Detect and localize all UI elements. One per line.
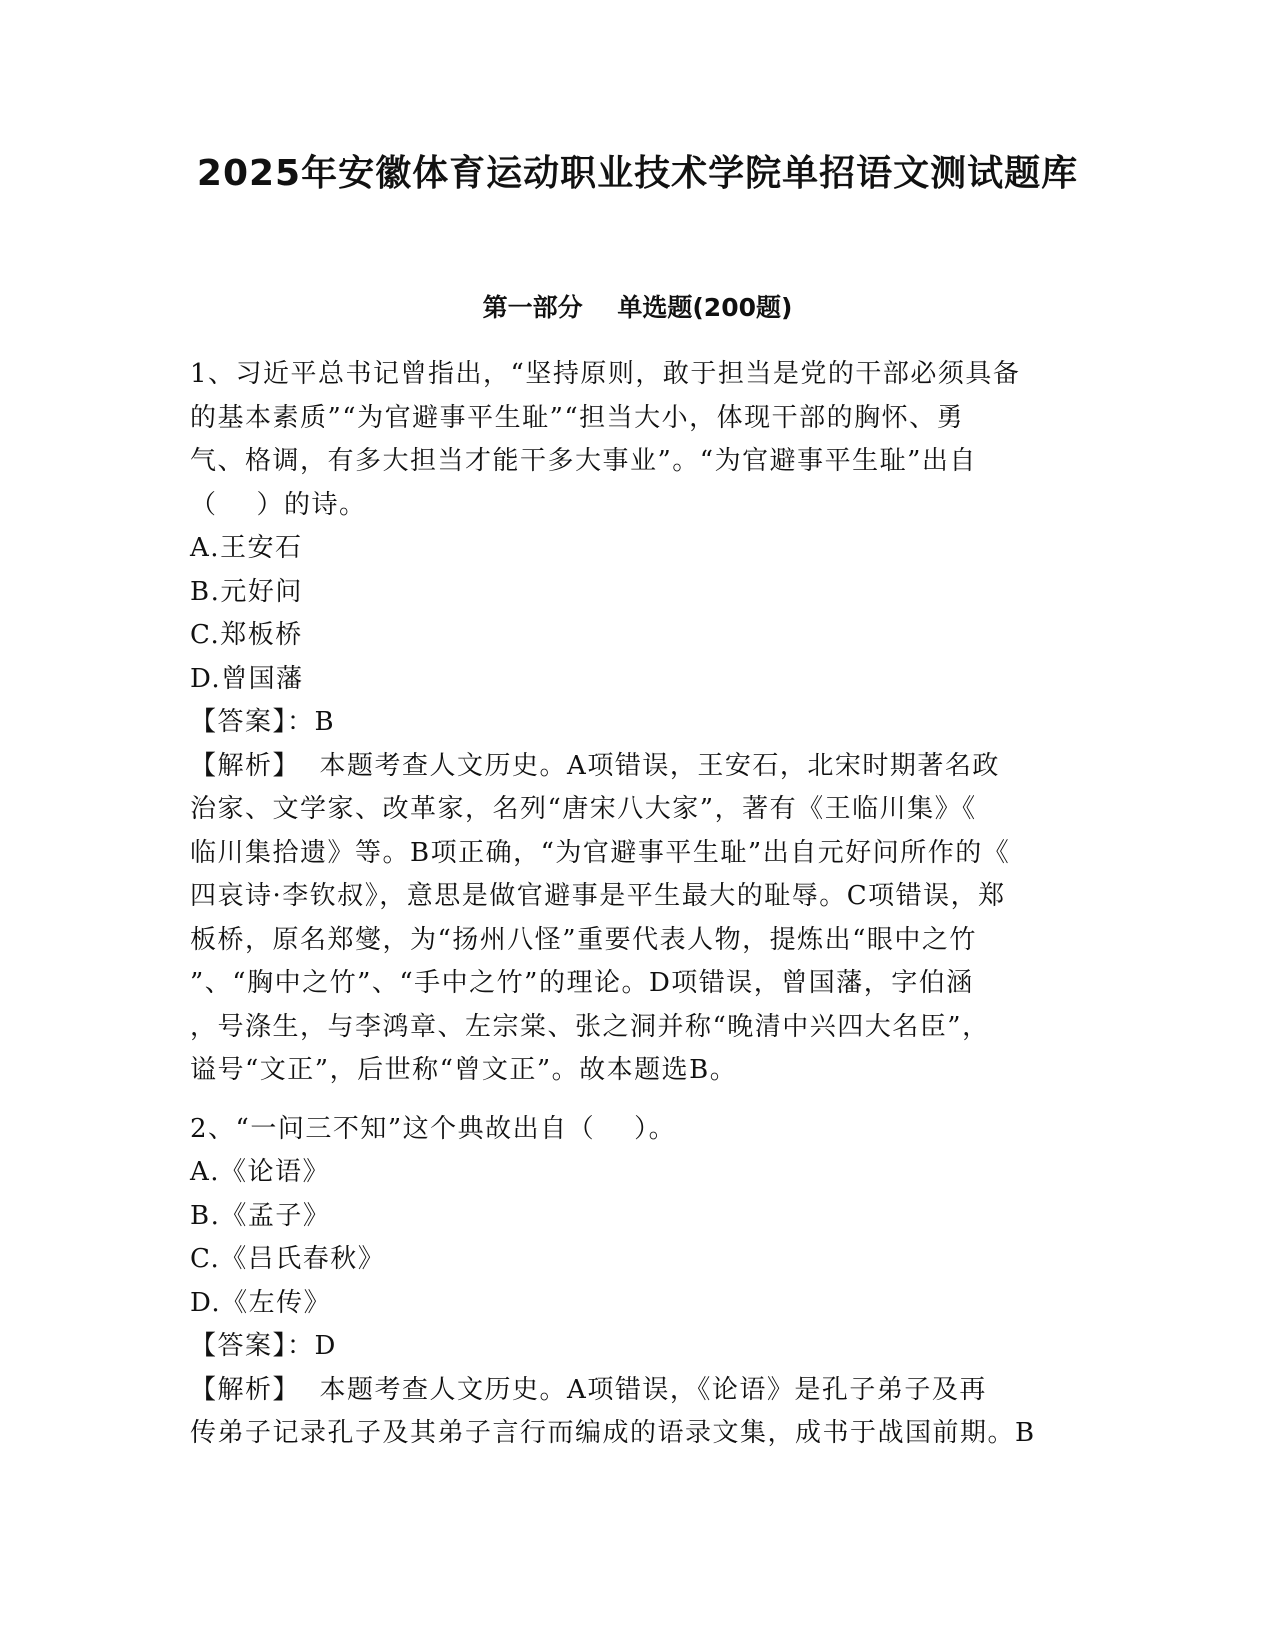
- question-stem-line: 的基本素质”“为官避事平生耻”“担当大小，体现干部的胸怀、勇: [190, 402, 965, 433]
- analysis-text: 治家、文学家、改革家，名列“唐宋八大家”，著有《王临川集》《: [190, 794, 977, 824]
- analysis-line: [190, 1369, 1080, 1413]
- question-stem-line: 气、格调，有多大担当才能干多大事业”。“为官避事平生耻”出自: [190, 446, 977, 476]
- option-a: A.王安石: [190, 533, 303, 563]
- question-stem-line: 1、习近平总书记曾指出，“坚持原则，敢于担当是党的干部必须具备: [190, 359, 1021, 389]
- question-stem-line: 2、“一问三不知”这个典故出自（ ）。: [190, 1113, 677, 1144]
- answer-value: B: [314, 707, 336, 737]
- option-c: C.《吕氏春秋》: [190, 1244, 386, 1274]
- analysis-text: 四哀诗·李钦叔》，意思是做官避事是平生最大的耻辱。C项错误，郑: [190, 881, 1006, 911]
- analysis-text: 谥号“文正”，后世称“曾文正”。故本题选B。: [190, 1055, 738, 1085]
- analysis-text: ”、“胸中之竹”、“手中之竹”的理论。D项错误，曾国藩，字伯涵: [190, 968, 974, 998]
- answer-line: [190, 701, 1080, 745]
- option-d: D.曾国藩: [190, 663, 304, 694]
- analysis-text: 本题考查人文历史。A项错误，王安石，北宋时期著名政: [300, 750, 1000, 781]
- analysis-text: 传弟子记录孔子及其弟子言行而编成的语录文集，成书于战国前期。B: [190, 1418, 1036, 1448]
- answer-label: 【答案】：: [190, 1331, 315, 1361]
- analysis-text: 临川集拾遗》等。B项正确，“为官避事平生耻”出自元好问所作的《: [190, 837, 1011, 868]
- answer-value: D: [314, 1331, 337, 1361]
- question-list: [190, 353, 1080, 1471]
- analysis-line: [190, 745, 1080, 789]
- option-c: C.郑板桥: [190, 620, 303, 650]
- option-b: B.元好问: [190, 576, 303, 607]
- analysis-text: ，号涤生，与李鸿章、左宗棠、张之洞并称“晚清中兴四大名臣”，: [190, 1011, 990, 1042]
- analysis-text: 板桥，原名郑燮，为“扬州八怪”重要代表人物，提炼出“眼中之竹: [190, 924, 977, 955]
- analysis-text: 本题考查人文历史。A项错误，《论语》是孔子弟子及再: [300, 1374, 987, 1405]
- analysis-label: 【解析】: [190, 750, 301, 781]
- section-title: 第一部分 单选题(200题): [482, 293, 793, 322]
- question-1: [190, 353, 1080, 1093]
- question-stem-line: （ ）的诗。: [190, 489, 367, 520]
- document-title: 2025年安徽体育运动职业技术学院单招语文测试题库: [196, 153, 1079, 194]
- answer-label: 【答案】：: [190, 707, 315, 737]
- answer-line: [190, 1325, 1080, 1369]
- option-b: B.《孟子》: [190, 1200, 331, 1231]
- analysis-label: 【解析】: [190, 1374, 301, 1405]
- option-d: D.《左传》: [190, 1287, 332, 1318]
- option-a: A.《论语》: [190, 1157, 331, 1187]
- question-2: [190, 1108, 1080, 1456]
